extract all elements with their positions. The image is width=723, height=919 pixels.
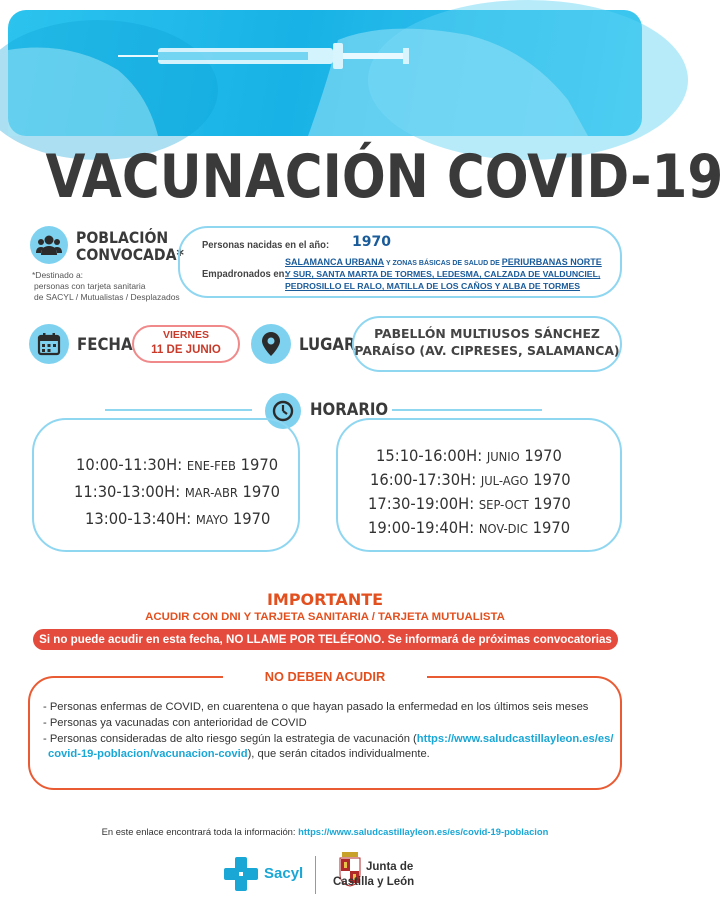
horario-year: 1970 <box>242 482 280 501</box>
horario-group: MAR-ABR <box>184 485 238 500</box>
horario-group: ENE-FEB <box>186 458 236 473</box>
poblacion-note-line2: personas con tarjeta sanitaria <box>34 281 146 291</box>
registered-label: Empadronados en: <box>202 268 288 280</box>
zones-line3-text: PEDROSILLO EL RALO, MATILLA DE LOS CAÑOS Y ALBA DE TORMES <box>285 281 581 291</box>
horario-group: MAYO <box>195 512 229 527</box>
horario-year: 1970 <box>533 470 571 489</box>
no-deben-heading: NO DEBEN ACUDIR <box>264 669 386 684</box>
calendar-icon <box>29 324 69 364</box>
zone-salamanca-urbana: SALAMANCA URBANA <box>285 257 385 267</box>
horario-group: JUNIO <box>486 449 520 464</box>
no-deben-item: - Personas ya vacunadas con anterioridad de COVID <box>43 717 307 729</box>
horario-left-row <box>76 455 278 474</box>
no-deben-item3-text: - Personas consideradas de alto riesgo según la estrategia de vacunación ( <box>43 733 417 745</box>
hero-vaccine-image <box>8 10 642 136</box>
sacyl-logo-text: Sacyl <box>264 865 304 882</box>
poblacion-note-title: *Destinado a: <box>32 270 84 280</box>
no-deben-item: - Personas enfermas de COVID, en cuarentena o que hayan pasado la enfermedad en los últimos seis meses <box>43 701 589 713</box>
zones-connector: Y ZONAS BÁSICAS DE SALUD DE <box>384 260 502 267</box>
horario-right-row <box>376 446 562 465</box>
importante-heading: IMPORTANTE <box>266 590 384 609</box>
horario-time: 17:30-19:00H: <box>368 494 475 513</box>
horario-year: 1970 <box>240 455 279 474</box>
zones-line1 <box>285 257 602 267</box>
born-year: 1970 <box>352 234 391 250</box>
horario-time: 15:10-16:00H: <box>376 446 483 465</box>
syringe-illustration <box>8 10 642 136</box>
horario-group: SEP-OCT <box>478 497 529 512</box>
lugar-line1: PABELLÓN MULTIUSOS SÁNCHEZ <box>374 326 600 341</box>
footer-text: En este enlace encontrará toda la información: <box>101 826 299 837</box>
horario-year: 1970 <box>532 518 571 537</box>
no-deben-item3-end: ), que serán citados individualmente. <box>247 748 430 760</box>
junta-line1: Junta de <box>366 861 414 873</box>
sacyl-cross-icon <box>222 855 260 893</box>
horario-group: JUL-AGO <box>480 473 529 488</box>
footer-divider <box>315 856 316 894</box>
horario-time: 13:00-13:40H: <box>85 509 192 528</box>
horario-time: 11:30-13:00H: <box>74 482 181 501</box>
horario-left-row <box>74 482 280 501</box>
zones-line2-text: Y SUR, SANTA MARTA DE TORMES, LEDESMA, CALZADA DE VALDUNCIEL, <box>285 269 601 279</box>
horario-time: 19:00-19:40H: <box>368 518 475 537</box>
page-title: VACUNACIÓN COVID-19 <box>45 142 723 212</box>
poblacion-label-line2: CONVOCADA* <box>76 245 184 264</box>
horario-year: 1970 <box>232 509 271 528</box>
footer-info <box>0 826 650 837</box>
horario-right-row <box>368 518 570 537</box>
poblacion-label-line1: POBLACIÓN <box>76 228 169 247</box>
zones-line3 <box>285 281 580 291</box>
horario-left-row <box>85 509 270 528</box>
horario-group: NOV-DIC <box>478 521 528 536</box>
horario-time: 16:00-17:30H: <box>370 470 477 489</box>
footer-link[interactable]: https://www.saludcastillayleon.es/es/covid-19-poblacion <box>298 826 549 837</box>
no-deben-item-continuation <box>48 747 430 762</box>
born-label: Personas nacidas en el año: <box>202 239 330 251</box>
lugar-label: LUGAR <box>299 335 356 355</box>
horario-year: 1970 <box>524 446 562 465</box>
people-icon <box>30 226 68 264</box>
horario-label: HORARIO <box>310 400 389 420</box>
horario-divider-right <box>392 409 542 411</box>
location-pin-icon <box>251 324 291 364</box>
vacunacion-link-part1[interactable]: https://www.saludcastillayleon.es/es/ <box>416 733 614 745</box>
horario-right-row <box>370 470 571 489</box>
horario-time: 10:00-11:30H: <box>76 455 183 474</box>
horario-divider-left <box>105 409 252 411</box>
zones-line2 <box>285 269 600 279</box>
importante-subheading: ACUDIR CON DNI Y TARJETA SANITARIA / TARJETA MUTUALISTA <box>145 611 505 623</box>
junta-line2: Castilla y León <box>333 876 415 888</box>
fecha-date: 11 DE JUNIO <box>151 344 221 356</box>
no-llame-banner: Si no puede acudir en esta fecha, NO LLAME POR TELÉFONO. Se informará de próximas convocatorias <box>33 629 618 650</box>
poblacion-note-line3: de SACYL / Mutualistas / Desplazados <box>34 292 180 302</box>
horario-year: 1970 <box>533 494 571 513</box>
no-deben-item <box>43 732 613 747</box>
vacunacion-link-part2[interactable]: covid-19-poblacion/vacunacion-covid <box>48 748 248 760</box>
lugar-line2: PARAÍSO (AV. CIPRESES, SALAMANCA) <box>354 343 620 358</box>
fecha-label: FECHA <box>77 335 133 355</box>
fecha-day: VIERNES <box>162 329 210 341</box>
zone-periurbanas: PERIURBANAS NORTE <box>501 257 602 267</box>
horario-right-row <box>368 494 571 513</box>
